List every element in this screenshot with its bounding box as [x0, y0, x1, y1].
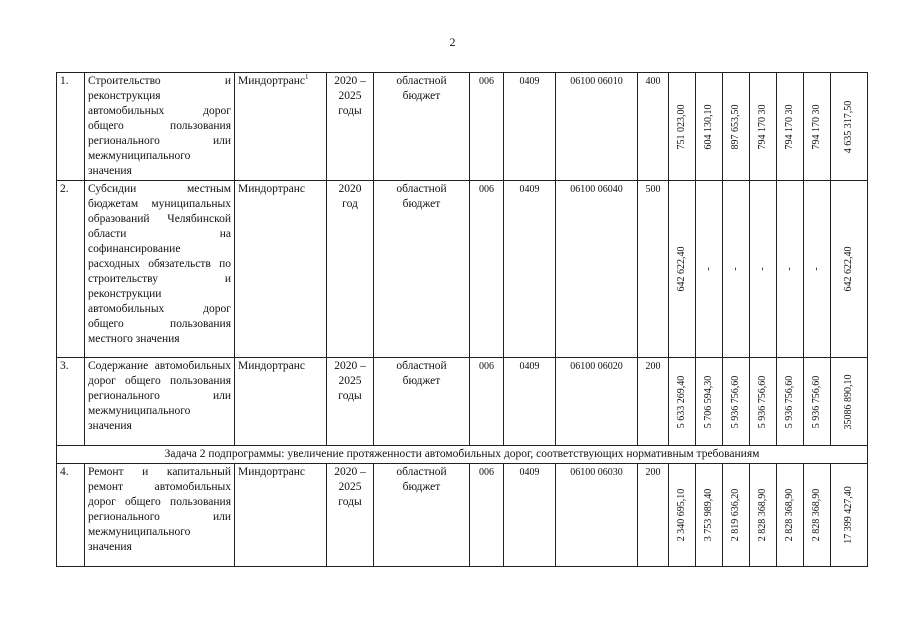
- period-cell: 2020 – 2025 годы: [327, 73, 374, 181]
- amount-cell: [669, 464, 696, 567]
- funding-source: областной бюджет: [374, 73, 470, 181]
- amount-cell: [750, 181, 777, 358]
- target-article-code: 06100 06020: [556, 358, 638, 446]
- budget-table: [56, 72, 868, 567]
- funding-source: областной бюджет: [374, 181, 470, 358]
- executor-footnote-mark: 1: [305, 73, 309, 82]
- row-number: 3.: [57, 358, 85, 446]
- amount-cell: [831, 181, 868, 358]
- executor-cell: [235, 73, 327, 181]
- amount-value: 604 130,10: [703, 104, 714, 149]
- amount-value: 5 633 269,40: [676, 375, 687, 428]
- amount-cell: [804, 358, 831, 446]
- amount-value: 794 170 30: [784, 104, 795, 149]
- amount-value: 642 622,40: [843, 246, 854, 292]
- expense-type-code: 400: [638, 73, 669, 181]
- amount-value: 3 753 989,40: [703, 488, 714, 542]
- amount-cell: [723, 73, 750, 181]
- amount-cell: [696, 181, 723, 358]
- task-heading: Задача 2 подпрограммы: увеличение протяженности автомобильных дорог, соответствующих нормативным требованиям: [57, 446, 868, 464]
- amount-value: 2 828 368,90: [784, 488, 795, 542]
- expense-type-code: 200: [638, 358, 669, 446]
- section-code: 0409: [504, 358, 556, 446]
- amount-value: 5 936 756,60: [811, 375, 822, 428]
- amount-value: 2 819 636,20: [730, 488, 741, 542]
- target-article-code: 06100 06030: [556, 464, 638, 567]
- amount-value: 5 936 756,60: [784, 375, 795, 428]
- amount-value: 35086 890,10: [843, 374, 854, 429]
- amount-cell: [831, 73, 868, 181]
- target-article-code: 06100 06040: [556, 181, 638, 358]
- executor-name: Миндортранс: [238, 466, 306, 478]
- activity-name: Ремонт и капитальный ремонт автомобильных дорог общего пользования регионального или межмуниципального значения: [85, 464, 235, 567]
- amount-value: -: [784, 267, 795, 271]
- amount-cell: [831, 464, 868, 567]
- table-row: [57, 358, 868, 446]
- table-row: [57, 464, 868, 567]
- target-article-code: 06100 06010: [556, 73, 638, 181]
- amount-cell: [669, 358, 696, 446]
- amount-cell: [696, 358, 723, 446]
- amount-cell: [723, 181, 750, 358]
- row-number: 1.: [57, 73, 85, 181]
- row-number: 2.: [57, 181, 85, 358]
- row-number: 4.: [57, 464, 85, 567]
- amount-value: 897 653,50: [730, 104, 741, 149]
- amount-value: 751 023,00: [676, 104, 687, 149]
- amount-cell: [750, 73, 777, 181]
- amount-cell: [804, 73, 831, 181]
- expense-type-code: 500: [638, 181, 669, 358]
- executor-name: Миндортранс: [238, 75, 306, 87]
- executor-cell: [235, 181, 327, 358]
- amount-value: 794 170 30: [757, 104, 768, 149]
- expense-type-code: 200: [638, 464, 669, 567]
- section-code: 0409: [504, 181, 556, 358]
- amount-value: 642 622,40: [676, 246, 687, 292]
- period-cell: 2020 – 2025 годы: [327, 358, 374, 446]
- amount-cell: [723, 464, 750, 567]
- amount-cell: [777, 464, 804, 567]
- page-number: 2: [449, 35, 456, 49]
- section-code: 0409: [504, 73, 556, 181]
- amount-cell: [750, 358, 777, 446]
- amount-value: -: [730, 267, 741, 271]
- grbs-code: 006: [470, 73, 504, 181]
- period-cell: 2020 год: [327, 181, 374, 358]
- activity-name: Строительство и реконструкция автомобильных дорог общего пользования регионального или межмуниципального значения: [85, 73, 235, 181]
- activity-name: Субсидии местным бюджетам муниципальных образований Челябинской области на софинансирование расходных обязательств по строительству и реконструкции автомобильных дорог общего пользования местного значения: [85, 181, 235, 358]
- period-cell: 2020 – 2025 годы: [327, 464, 374, 567]
- executor-name: Миндортранс: [238, 360, 306, 372]
- activity-name: Содержание автомобильных дорог общего пользования регионального или межмуниципального значения: [85, 358, 235, 446]
- amount-cell: [777, 73, 804, 181]
- amount-value: 2 828 368,90: [811, 488, 822, 542]
- amount-cell: [669, 181, 696, 358]
- amount-cell: [696, 464, 723, 567]
- task-heading-row: [57, 446, 868, 464]
- amount-cell: [831, 358, 868, 446]
- funding-source: областной бюджет: [374, 464, 470, 567]
- amount-value: 2 340 695,10: [676, 488, 687, 542]
- amount-value: 4 635 317,50: [843, 100, 854, 153]
- amount-value: 17 399 427,40: [843, 486, 854, 544]
- amount-cell: [669, 73, 696, 181]
- executor-cell: [235, 358, 327, 446]
- amount-cell: [777, 358, 804, 446]
- amount-value: 5 936 756,60: [757, 375, 768, 428]
- executor-name: Миндортранс: [238, 183, 306, 195]
- amount-cell: [750, 464, 777, 567]
- amount-value: 2 828 368,90: [757, 488, 768, 542]
- funding-source: областной бюджет: [374, 358, 470, 446]
- amount-value: 5 936 756,60: [730, 375, 741, 428]
- amount-cell: [804, 464, 831, 567]
- grbs-code: 006: [470, 358, 504, 446]
- amount-value: 5 706 594,30: [703, 375, 714, 428]
- table-row: [57, 73, 868, 181]
- section-code: 0409: [504, 464, 556, 567]
- amount-value: -: [757, 267, 768, 271]
- amount-value: -: [811, 267, 822, 271]
- amount-cell: [777, 181, 804, 358]
- executor-cell: [235, 464, 327, 567]
- amount-cell: [723, 358, 750, 446]
- amount-value: 794 170 30: [811, 104, 822, 149]
- amount-cell: [804, 181, 831, 358]
- grbs-code: 006: [470, 464, 504, 567]
- table-row: [57, 181, 868, 358]
- amount-value: -: [703, 267, 714, 271]
- grbs-code: 006: [470, 181, 504, 358]
- amount-cell: [696, 73, 723, 181]
